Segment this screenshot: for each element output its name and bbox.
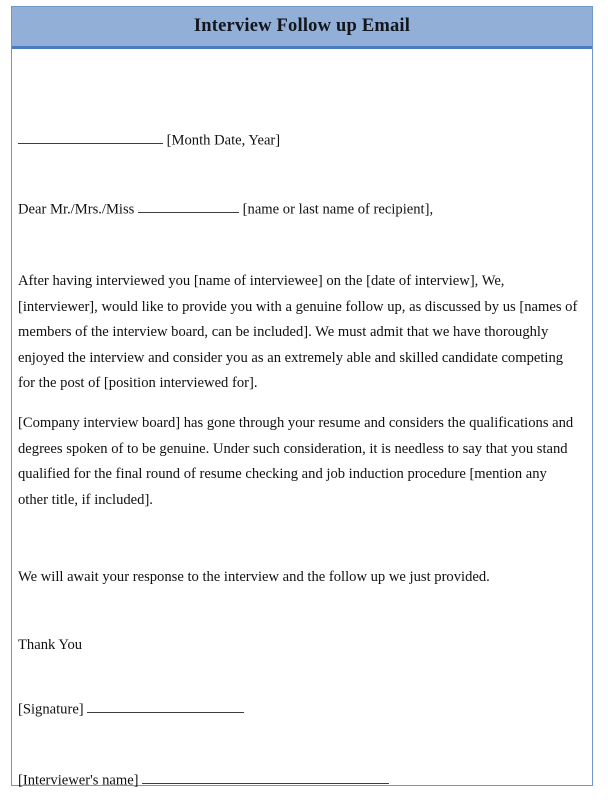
interviewer-name-blank[interactable] (142, 770, 389, 784)
date-line (18, 130, 580, 148)
signature-line (18, 699, 580, 717)
interviewer-name-line (18, 770, 580, 788)
closing-line: We will await your response to the interview and the follow up we just provided. (18, 569, 490, 585)
interviewer-label: [Interviewer's name] (18, 772, 139, 789)
recipient-name-blank[interactable] (138, 199, 239, 213)
salutation-line (18, 199, 580, 217)
salutation-prefix: Dear Mr./Mrs./Miss (18, 201, 135, 218)
signature-blank[interactable] (87, 699, 244, 713)
body-paragraph-1: After having interviewed you [name of interviewee] on the [date of interview], We,[interviewer], would like to provide you with a genuine follow up, as discussed by us [names of members of the interview board, can be included]. We must admit that we have thoroughly enjoyed the interview and consider you as an extremely able and skilled candidate competing for the post of [position interviewed for]. (18, 273, 578, 391)
body-paragraph-2: [Company interview board] has gone through your resume and considers the qualifications and degrees spoken of to be genuine. Under such consideration, it is needless to say that you stand qualified for the final round of resume checking and job induction procedure [mention any other title, if included]. (18, 415, 574, 508)
thanks-line: Thank You (18, 637, 83, 653)
document-page (11, 6, 593, 789)
document-title-band (12, 7, 592, 49)
salutation-suffix: [name or last name of recipient], (242, 201, 434, 218)
date-blank[interactable] (18, 130, 163, 144)
date-placeholder: [Month Date, Year] (166, 132, 281, 149)
page-title: Interview Follow up Email (193, 16, 411, 36)
signature-label: [Signature] (18, 701, 84, 718)
document-body (12, 49, 592, 789)
